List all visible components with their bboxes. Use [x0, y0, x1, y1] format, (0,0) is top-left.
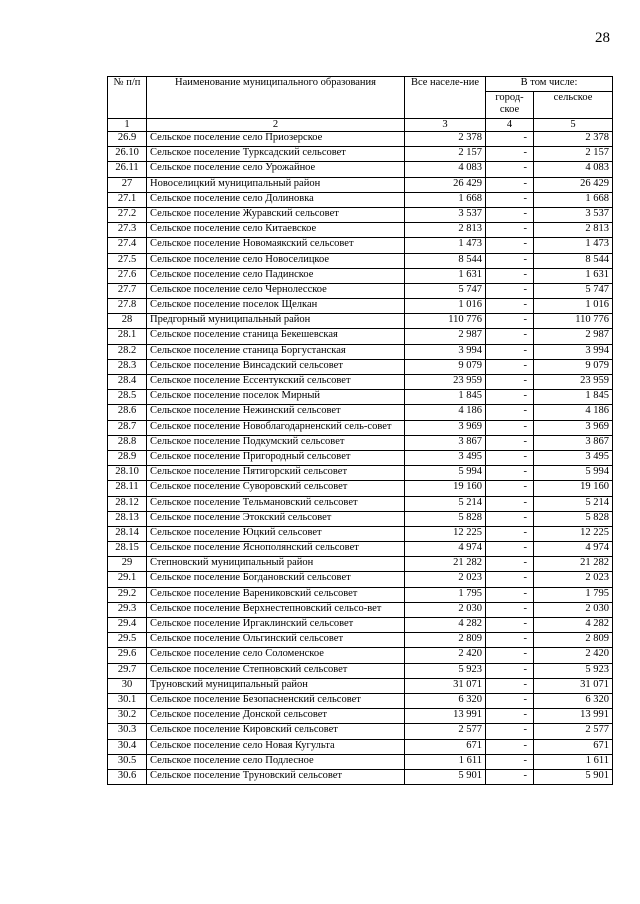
- row-number: 28.12: [108, 496, 147, 511]
- row-name: Сельское поселение Ольгинский сельсовет: [147, 633, 405, 648]
- row-rural: 26 429: [534, 177, 613, 192]
- row-total: 5 901: [405, 769, 486, 784]
- row-rural: 5 747: [534, 283, 613, 298]
- row-rural: 2 813: [534, 223, 613, 238]
- row-rural: 5 994: [534, 466, 613, 481]
- row-rural: 3 994: [534, 344, 613, 359]
- column-index: 2: [147, 119, 405, 132]
- row-urban: -: [486, 769, 534, 784]
- row-name: Сельское поселение Безопасненский сельсовет: [147, 693, 405, 708]
- row-rural: 9 079: [534, 359, 613, 374]
- row-urban: -: [486, 299, 534, 314]
- row-number: 27.3: [108, 223, 147, 238]
- row-name: Сельское поселение село Подлесное: [147, 754, 405, 769]
- row-total: 3 994: [405, 344, 486, 359]
- row-number: 29.6: [108, 648, 147, 663]
- row-number: 28: [108, 314, 147, 329]
- row-urban: -: [486, 329, 534, 344]
- row-name: Сельское поселение поселок Мирный: [147, 390, 405, 405]
- table-row: [108, 678, 613, 693]
- table-row: [108, 435, 613, 450]
- row-rural: 13 991: [534, 709, 613, 724]
- page-number: 28: [595, 30, 610, 46]
- row-number: 26.10: [108, 147, 147, 162]
- row-total: 1 795: [405, 587, 486, 602]
- table-row: [108, 572, 613, 587]
- row-urban: -: [486, 496, 534, 511]
- row-total: 110 776: [405, 314, 486, 329]
- row-total: 21 282: [405, 557, 486, 572]
- row-urban: -: [486, 724, 534, 739]
- row-urban: -: [486, 132, 534, 147]
- table-row: [108, 511, 613, 526]
- row-name: Сельское поселение Подкумский сельсовет: [147, 435, 405, 450]
- row-rural: 2 023: [534, 572, 613, 587]
- row-total: 5 828: [405, 511, 486, 526]
- row-total: 1 016: [405, 299, 486, 314]
- row-rural: 5 923: [534, 663, 613, 678]
- column-index: 3: [405, 119, 486, 132]
- row-rural: 5 828: [534, 511, 613, 526]
- row-name: Сельское поселение село Новая Кугульта: [147, 739, 405, 754]
- row-name: Сельское поселение Этокский сельсовет: [147, 511, 405, 526]
- row-number: 30: [108, 678, 147, 693]
- row-urban: -: [486, 344, 534, 359]
- row-number: 30.3: [108, 724, 147, 739]
- row-total: 5 923: [405, 663, 486, 678]
- row-rural: 5 214: [534, 496, 613, 511]
- row-rural: 8 544: [534, 253, 613, 268]
- row-rural: 4 083: [534, 162, 613, 177]
- row-urban: -: [486, 602, 534, 617]
- table-row: [108, 177, 613, 192]
- table-row: [108, 618, 613, 633]
- table-row: [108, 344, 613, 359]
- row-rural: 1 016: [534, 299, 613, 314]
- row-urban: -: [486, 147, 534, 162]
- row-number: 27.1: [108, 192, 147, 207]
- row-urban: -: [486, 359, 534, 374]
- row-total: 3 867: [405, 435, 486, 450]
- row-total: 2 030: [405, 602, 486, 617]
- row-urban: -: [486, 420, 534, 435]
- row-rural: 110 776: [534, 314, 613, 329]
- row-number: 27.7: [108, 283, 147, 298]
- table-body: [108, 132, 613, 785]
- row-number: 28.5: [108, 390, 147, 405]
- row-rural: 23 959: [534, 375, 613, 390]
- row-urban: -: [486, 754, 534, 769]
- row-urban: -: [486, 207, 534, 222]
- row-number: 28.15: [108, 542, 147, 557]
- row-urban: -: [486, 678, 534, 693]
- row-rural: 6 320: [534, 693, 613, 708]
- row-name: Сельское поселение Верхнестепновский сельсо-вет: [147, 602, 405, 617]
- column-index: 4: [486, 119, 534, 132]
- row-rural: 2 577: [534, 724, 613, 739]
- row-name: Сельское поселение Винсадский сельсовет: [147, 359, 405, 374]
- row-urban: -: [486, 542, 534, 557]
- row-rural: 2 030: [534, 602, 613, 617]
- population-table: [107, 76, 613, 785]
- row-name: Сельское поселение станица Бекешевская: [147, 329, 405, 344]
- table-row: [108, 162, 613, 177]
- row-urban: -: [486, 375, 534, 390]
- row-rural: 1 611: [534, 754, 613, 769]
- table-row: [108, 253, 613, 268]
- row-total: 2 420: [405, 648, 486, 663]
- row-total: 2 809: [405, 633, 486, 648]
- row-number: 26.9: [108, 132, 147, 147]
- row-total: 19 160: [405, 481, 486, 496]
- row-name: Сельское поселение Тельмановский сельсовет: [147, 496, 405, 511]
- row-name: Сельское поселение село Китаевское: [147, 223, 405, 238]
- row-number: 27: [108, 177, 147, 192]
- table-row: [108, 132, 613, 147]
- row-total: 1 845: [405, 390, 486, 405]
- row-total: 3 537: [405, 207, 486, 222]
- row-name: Сельское поселение село Чернолесское: [147, 283, 405, 298]
- row-name: Сельское поселение Богдановский сельсовет: [147, 572, 405, 587]
- row-name: Новоселицкий муниципальный район: [147, 177, 405, 192]
- row-total: 2 023: [405, 572, 486, 587]
- row-name: Сельское поселение Труновский сельсовет: [147, 769, 405, 784]
- row-rural: 1 473: [534, 238, 613, 253]
- table-row: [108, 390, 613, 405]
- table-row: [108, 283, 613, 298]
- row-rural: 5 901: [534, 769, 613, 784]
- row-rural: 19 160: [534, 481, 613, 496]
- table-row: [108, 420, 613, 435]
- row-name: Сельское поселение Ессентукский сельсовет: [147, 375, 405, 390]
- row-number: 28.8: [108, 435, 147, 450]
- table-row: [108, 466, 613, 481]
- row-name: Сельское поселение Степновский сельсовет: [147, 663, 405, 678]
- table-row: [108, 238, 613, 253]
- row-total: 13 991: [405, 709, 486, 724]
- row-urban: -: [486, 618, 534, 633]
- row-name: Сельское поселение Варениковский сельсовет: [147, 587, 405, 602]
- row-total: 1 631: [405, 268, 486, 283]
- row-number: 29.7: [108, 663, 147, 678]
- row-total: 671: [405, 739, 486, 754]
- table-row: [108, 648, 613, 663]
- row-number: 28.7: [108, 420, 147, 435]
- row-name: Сельское поселение Суворовский сельсовет: [147, 481, 405, 496]
- row-name: Сельское поселение станица Боргустанская: [147, 344, 405, 359]
- table-row: [108, 314, 613, 329]
- row-number: 27.6: [108, 268, 147, 283]
- row-total: 2 577: [405, 724, 486, 739]
- row-number: 30.1: [108, 693, 147, 708]
- header-name: Наименование муниципального образования: [147, 77, 405, 119]
- row-number: 28.9: [108, 450, 147, 465]
- row-name: Сельское поселение Яснополянский сельсовет: [147, 542, 405, 557]
- row-number: 28.13: [108, 511, 147, 526]
- table-row: [108, 526, 613, 541]
- row-total: 12 225: [405, 526, 486, 541]
- row-total: 1 668: [405, 192, 486, 207]
- table-row: [108, 557, 613, 572]
- row-number: 28.1: [108, 329, 147, 344]
- row-rural: 1 668: [534, 192, 613, 207]
- row-total: 4 186: [405, 405, 486, 420]
- table-row: [108, 299, 613, 314]
- row-name: Сельское поселение село Приозерское: [147, 132, 405, 147]
- row-number: 30.2: [108, 709, 147, 724]
- row-urban: -: [486, 633, 534, 648]
- row-name: Сельское поселение село Долиновка: [147, 192, 405, 207]
- row-number: 28.10: [108, 466, 147, 481]
- row-rural: 31 071: [534, 678, 613, 693]
- row-urban: -: [486, 223, 534, 238]
- row-urban: -: [486, 238, 534, 253]
- row-urban: -: [486, 405, 534, 420]
- row-urban: -: [486, 587, 534, 602]
- table-row: [108, 587, 613, 602]
- row-number: 28.6: [108, 405, 147, 420]
- row-urban: -: [486, 481, 534, 496]
- row-total: 2 987: [405, 329, 486, 344]
- row-urban: -: [486, 253, 534, 268]
- table-row: [108, 223, 613, 238]
- table-row: [108, 769, 613, 784]
- row-total: 8 544: [405, 253, 486, 268]
- table-row: [108, 268, 613, 283]
- row-name: Сельское поселение Пятигорский сельсовет: [147, 466, 405, 481]
- row-name: Сельское поселение поселок Щелкан: [147, 299, 405, 314]
- row-number: 30.6: [108, 769, 147, 784]
- table-row: [108, 192, 613, 207]
- row-total: 4 083: [405, 162, 486, 177]
- row-urban: -: [486, 177, 534, 192]
- row-urban: -: [486, 283, 534, 298]
- row-rural: 2 157: [534, 147, 613, 162]
- table-header: [108, 77, 613, 119]
- table-row: [108, 693, 613, 708]
- row-urban: -: [486, 648, 534, 663]
- row-urban: -: [486, 709, 534, 724]
- row-number: 28.3: [108, 359, 147, 374]
- row-rural: 2 809: [534, 633, 613, 648]
- row-name: Труновский муниципальный район: [147, 678, 405, 693]
- row-total: 2 378: [405, 132, 486, 147]
- row-rural: 1 845: [534, 390, 613, 405]
- table-row: [108, 663, 613, 678]
- row-number: 28.4: [108, 375, 147, 390]
- row-total: 26 429: [405, 177, 486, 192]
- row-total: 2 813: [405, 223, 486, 238]
- table-row: [108, 481, 613, 496]
- row-rural: 4 974: [534, 542, 613, 557]
- row-rural: 3 867: [534, 435, 613, 450]
- header-urban: город-ское: [486, 92, 534, 119]
- row-total: 23 959: [405, 375, 486, 390]
- table-row: [108, 542, 613, 557]
- row-urban: -: [486, 739, 534, 754]
- row-rural: 12 225: [534, 526, 613, 541]
- row-urban: -: [486, 314, 534, 329]
- row-name: Сельское поселение Кировский сельсовет: [147, 724, 405, 739]
- row-total: 4 974: [405, 542, 486, 557]
- row-name: Сельское поселение Новомаякский сельсовет: [147, 238, 405, 253]
- table-row: [108, 602, 613, 617]
- row-total: 2 157: [405, 147, 486, 162]
- row-urban: -: [486, 466, 534, 481]
- row-number: 30.5: [108, 754, 147, 769]
- row-rural: 21 282: [534, 557, 613, 572]
- table-row: [108, 633, 613, 648]
- row-total: 1 611: [405, 754, 486, 769]
- header-rural: сельское: [534, 92, 613, 119]
- row-number: 27.2: [108, 207, 147, 222]
- row-urban: -: [486, 572, 534, 587]
- row-name: Сельское поселение село Урожайное: [147, 162, 405, 177]
- row-rural: 671: [534, 739, 613, 754]
- row-urban: -: [486, 268, 534, 283]
- row-urban: -: [486, 162, 534, 177]
- table-row: [108, 754, 613, 769]
- row-urban: -: [486, 192, 534, 207]
- column-index: 5: [534, 119, 613, 132]
- row-rural: 1 795: [534, 587, 613, 602]
- row-number: 27.8: [108, 299, 147, 314]
- table-row: [108, 359, 613, 374]
- row-urban: -: [486, 511, 534, 526]
- row-name: Сельское поселение Турксадский сельсовет: [147, 147, 405, 162]
- row-name: Сельское поселение Юцкий сельсовет: [147, 526, 405, 541]
- row-rural: 4 282: [534, 618, 613, 633]
- row-total: 6 320: [405, 693, 486, 708]
- row-name: Сельское поселение село Падинское: [147, 268, 405, 283]
- row-name: Предгорный муниципальный район: [147, 314, 405, 329]
- row-name: Сельское поселение Донской сельсовет: [147, 709, 405, 724]
- row-rural: 2 420: [534, 648, 613, 663]
- row-number: 29: [108, 557, 147, 572]
- row-number: 30.4: [108, 739, 147, 754]
- header-total: Все населе-ние: [405, 77, 486, 119]
- row-rural: 2 987: [534, 329, 613, 344]
- row-number: 29.1: [108, 572, 147, 587]
- row-urban: -: [486, 435, 534, 450]
- row-total: 9 079: [405, 359, 486, 374]
- row-name: Степновский муниципальный район: [147, 557, 405, 572]
- table-row: [108, 450, 613, 465]
- row-number: 27.4: [108, 238, 147, 253]
- row-name: Сельское поселение Пригородный сельсовет: [147, 450, 405, 465]
- table-row: [108, 405, 613, 420]
- row-rural: 4 186: [534, 405, 613, 420]
- header-including: В том числе:: [486, 77, 613, 92]
- row-name: Сельское поселение село Соломенское: [147, 648, 405, 663]
- table-row: [108, 709, 613, 724]
- row-rural: 2 378: [534, 132, 613, 147]
- table-row: [108, 375, 613, 390]
- row-name: Сельское поселение Иргаклинский сельсовет: [147, 618, 405, 633]
- row-number: 27.5: [108, 253, 147, 268]
- row-total: 4 282: [405, 618, 486, 633]
- table-row: [108, 207, 613, 222]
- table-row: [108, 739, 613, 754]
- row-total: 1 473: [405, 238, 486, 253]
- row-number: 29.5: [108, 633, 147, 648]
- column-index: 1: [108, 119, 147, 132]
- row-total: 5 747: [405, 283, 486, 298]
- row-name: Сельское поселение село Новоселицкое: [147, 253, 405, 268]
- row-urban: -: [486, 693, 534, 708]
- row-name: Сельское поселение Нежинский сельсовет: [147, 405, 405, 420]
- row-number: 29.3: [108, 602, 147, 617]
- row-rural: 3 969: [534, 420, 613, 435]
- row-rural: 1 631: [534, 268, 613, 283]
- row-name: Сельское поселение Журавский сельсовет: [147, 207, 405, 222]
- row-rural: 3 537: [534, 207, 613, 222]
- row-number: 26.11: [108, 162, 147, 177]
- table-row: [108, 329, 613, 344]
- row-number: 28.14: [108, 526, 147, 541]
- row-number: 29.4: [108, 618, 147, 633]
- row-urban: -: [486, 450, 534, 465]
- table-row: [108, 724, 613, 739]
- header-no: № п/п: [108, 77, 147, 119]
- row-number: 28.11: [108, 481, 147, 496]
- row-rural: 3 495: [534, 450, 613, 465]
- row-total: 3 495: [405, 450, 486, 465]
- row-urban: -: [486, 526, 534, 541]
- row-total: 31 071: [405, 678, 486, 693]
- row-number: 29.2: [108, 587, 147, 602]
- row-total: 5 994: [405, 466, 486, 481]
- column-index-row: [108, 119, 613, 132]
- row-number: 28.2: [108, 344, 147, 359]
- row-name: Сельское поселение Новоблагодарненский сель-совет: [147, 420, 405, 435]
- row-urban: -: [486, 390, 534, 405]
- table-row: [108, 147, 613, 162]
- row-total: 3 969: [405, 420, 486, 435]
- table-row: [108, 496, 613, 511]
- row-total: 5 214: [405, 496, 486, 511]
- row-urban: -: [486, 663, 534, 678]
- row-urban: -: [486, 557, 534, 572]
